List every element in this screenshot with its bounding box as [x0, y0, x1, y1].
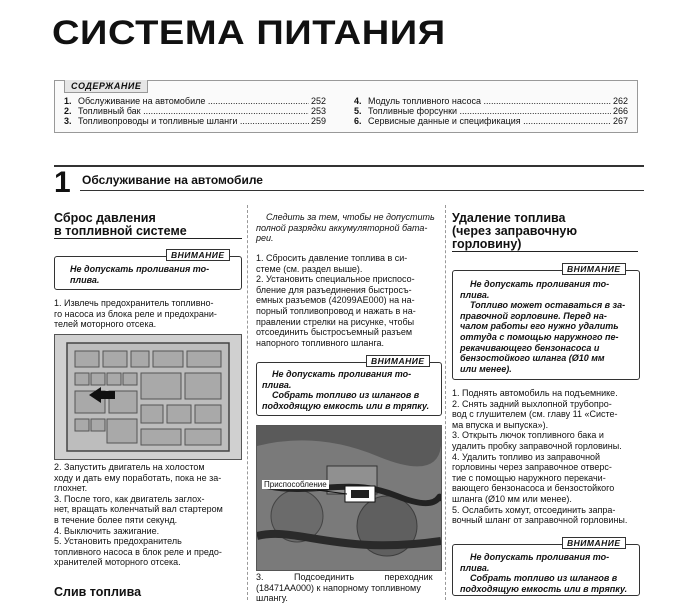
toc-item[interactable] [64, 116, 326, 126]
figure-callout-label: Приспособление [264, 480, 327, 489]
section-number: 1 [54, 166, 71, 199]
text-line: ма впуска и выпуска»). [452, 419, 549, 430]
toc-right-column [354, 96, 628, 126]
text-line: Следить за тем, чтобы не допустить [266, 212, 435, 222]
warning-line: Собрать топливо из шлангов в [272, 390, 420, 401]
warning-line: правочной горловине. Перед на- [460, 310, 607, 321]
text-line: 2. Установить специальное приспосо- [256, 274, 415, 285]
toc-item-page: 266 [612, 106, 628, 116]
fuse-box-illustration [55, 335, 241, 459]
text-line: 2. Снять задний выхлопной трубопро- [452, 398, 612, 409]
heading-fuel-removal [452, 212, 638, 252]
engine-photo [256, 425, 442, 571]
toc-item-title: Топливный бак ..... [78, 106, 309, 116]
text-line: 5. Ослабить хомут, отсоединить запра- [452, 504, 616, 515]
warning-line: подходящую емкость или в тряпку. [460, 583, 628, 594]
warning-line: Не допускать проливания то- [470, 279, 610, 289]
text-line: удалить пробку заправочной горловины. [452, 440, 622, 451]
warning-line: Собрать топливо из шлангов в [470, 573, 618, 584]
section-rule-bottom [80, 190, 644, 191]
text-line: полной разрядки аккумуляторной бата- [256, 222, 428, 233]
warning-line: плива. [262, 379, 292, 390]
toc-item-number: 5. [354, 106, 362, 116]
toc-item-number: 2. [64, 106, 72, 116]
toc-item-number: 3. [64, 116, 72, 126]
text-line: правлении стрелки на рисунке, чтобы [256, 316, 415, 327]
toc-item-number: 1. [64, 96, 72, 106]
warning-line: чалом работы его нужно удалить [460, 321, 619, 332]
text-line: 1. Сбросить давление топлива в си- [256, 253, 408, 263]
column-divider [445, 205, 446, 600]
text-line: стеме (см. раздел выше). [256, 263, 363, 274]
text-line: 4. Удалить топливо из заправочной [452, 451, 601, 462]
warning-text [262, 369, 429, 411]
heading-pressure-release [54, 212, 242, 239]
toc-item-number: 4. [354, 96, 362, 106]
page-title: СИСТЕМА ПИТАНИЯ [52, 14, 446, 52]
text-line: 5. Установить предохранитель [54, 536, 182, 547]
text-line: напорного топливного шланга. [256, 337, 384, 348]
text-line: 2. Запустить двигатель на холостом [54, 462, 205, 472]
toc-item-page: 267 [612, 116, 628, 126]
warning-line: Не допускать проливания то- [70, 264, 210, 274]
text-line: го насоса из блока реле и предохрани- [54, 308, 217, 319]
toc-item[interactable] [354, 116, 628, 126]
warning-line: Не допускать проливания то- [272, 369, 412, 379]
text-line: 4. Выключить зажигание. [54, 525, 160, 536]
column-divider [247, 205, 248, 600]
col3-steps [452, 388, 644, 526]
warning-text [460, 552, 627, 594]
text-line: емных разъемов (42099AE000) на на- [256, 295, 415, 306]
warning-line: Топливо может оставаться в за- [470, 300, 626, 311]
text-line: отсоединить быстросъемный разъем [256, 327, 413, 338]
heading-line: (через заправочную [452, 224, 578, 238]
section-rule-top [54, 165, 644, 167]
toc-item-title: Топливные форсунки ..... [368, 106, 611, 116]
battery-note [256, 212, 435, 244]
text-line: нет, вращать коленчатый вал стартером [54, 504, 223, 515]
warning-line: рекачивающего бензонасоса и [460, 342, 600, 353]
warning-text [460, 279, 625, 374]
toc-item-page: 253 [310, 106, 326, 116]
warning-line: оттуда с помощью наружного пе- [460, 331, 619, 342]
text-line: телей моторного отсека. [54, 319, 157, 330]
text-line: хранителей моторного отсека. [54, 557, 181, 568]
heading-line: горловину) [452, 238, 638, 252]
col2-step-3 [256, 572, 433, 604]
warning-text [70, 264, 209, 285]
warning-line: плива. [460, 562, 490, 573]
text-line: тие с помощью наружного перекачи- [452, 472, 606, 483]
warning-label: ВНИМАНИЕ [366, 355, 430, 367]
text-line: ходу и дать ему поработать, пока не за- [54, 472, 222, 483]
engine-illustration [257, 426, 441, 570]
toc-item-page: 252 [310, 96, 326, 106]
toc-item[interactable] [354, 96, 628, 106]
text-line: горловины через заправочное отверс- [452, 462, 612, 473]
text-line: 1. Поднять автомобиль на подъемнике. [452, 388, 618, 398]
text-line: в течение более пяти секунд. [54, 514, 178, 525]
text-line: топливного насоса в блок реле и предо- [54, 546, 222, 557]
toc-item[interactable] [64, 96, 326, 106]
warning-line: подходящую емкость или в тряпку. [262, 400, 430, 411]
text-line: 3. Подсоединить переходник [256, 572, 433, 582]
text-line: вочный шланг от заправочной горловины. [452, 515, 628, 526]
toc-item[interactable] [64, 106, 326, 116]
warning-line: плива. [460, 289, 490, 300]
text-line: 3. После того, как двигатель заглох- [54, 493, 205, 504]
heading-line: Сброс давления [54, 211, 156, 225]
text-line: вод с глушителем (см. главу 11 «Систе- [452, 409, 618, 420]
warning-line: бензостойкого шланга (Ø10 мм [460, 353, 605, 364]
warning-line: плива. [70, 274, 100, 285]
warning-label: ВНИМАНИЕ [562, 263, 626, 275]
heading-fuel-drain: Слив топлива [54, 585, 142, 599]
toc-item-title: Сервисные данные и спецификация ..... [368, 116, 611, 126]
step-1 [54, 298, 217, 330]
warning-line: Не допускать проливания то- [470, 552, 610, 562]
text-line: 3. Открыть лючок топливного бака и [452, 430, 604, 441]
text-line: реи. [256, 233, 274, 244]
toc-item-page: 262 [612, 96, 628, 106]
text-line: шланга (Ø10 мм или менее). [452, 493, 572, 504]
toc-label: СОДЕРЖАНИЕ [64, 80, 148, 93]
text-line: 1. Извлечь предохранитель топливно- [54, 298, 214, 308]
toc-item-page: 259 [310, 116, 326, 126]
toc-item-title: Обслуживание на автомобиле ..... [78, 96, 309, 106]
toc-item-number: 6. [354, 116, 362, 126]
fuse-box-figure [54, 334, 242, 460]
toc-item[interactable] [354, 106, 628, 116]
heading-line: Удаление топлива [452, 211, 566, 225]
text-line: шлангу. [256, 593, 288, 604]
warning-line: или менее). [460, 363, 512, 374]
text-line: порный топливопровод и нажать в на- [256, 305, 416, 316]
text-line: вающего бензонасоса и бензостойкого [452, 483, 615, 494]
warning-label: ВНИМАНИЕ [562, 537, 626, 549]
steps-2-5 [54, 462, 223, 568]
toc-item-title: Топливопроводы и топливные шланги ..... [78, 116, 309, 126]
toc-item-title: Модуль топливного насоса ..... [368, 96, 611, 106]
heading-line: в топливной системе [54, 225, 242, 239]
warning-label: ВНИМАНИЕ [166, 249, 230, 261]
text-line: бление для разъединения быстросъ- [256, 284, 412, 295]
toc-left-column [64, 96, 326, 126]
text-line: (18471AA000) к напорному топливному [256, 582, 421, 593]
col2-steps [256, 253, 416, 348]
text-line: глохнет. [54, 483, 88, 494]
section-title: Обслуживание на автомобиле [82, 173, 263, 187]
